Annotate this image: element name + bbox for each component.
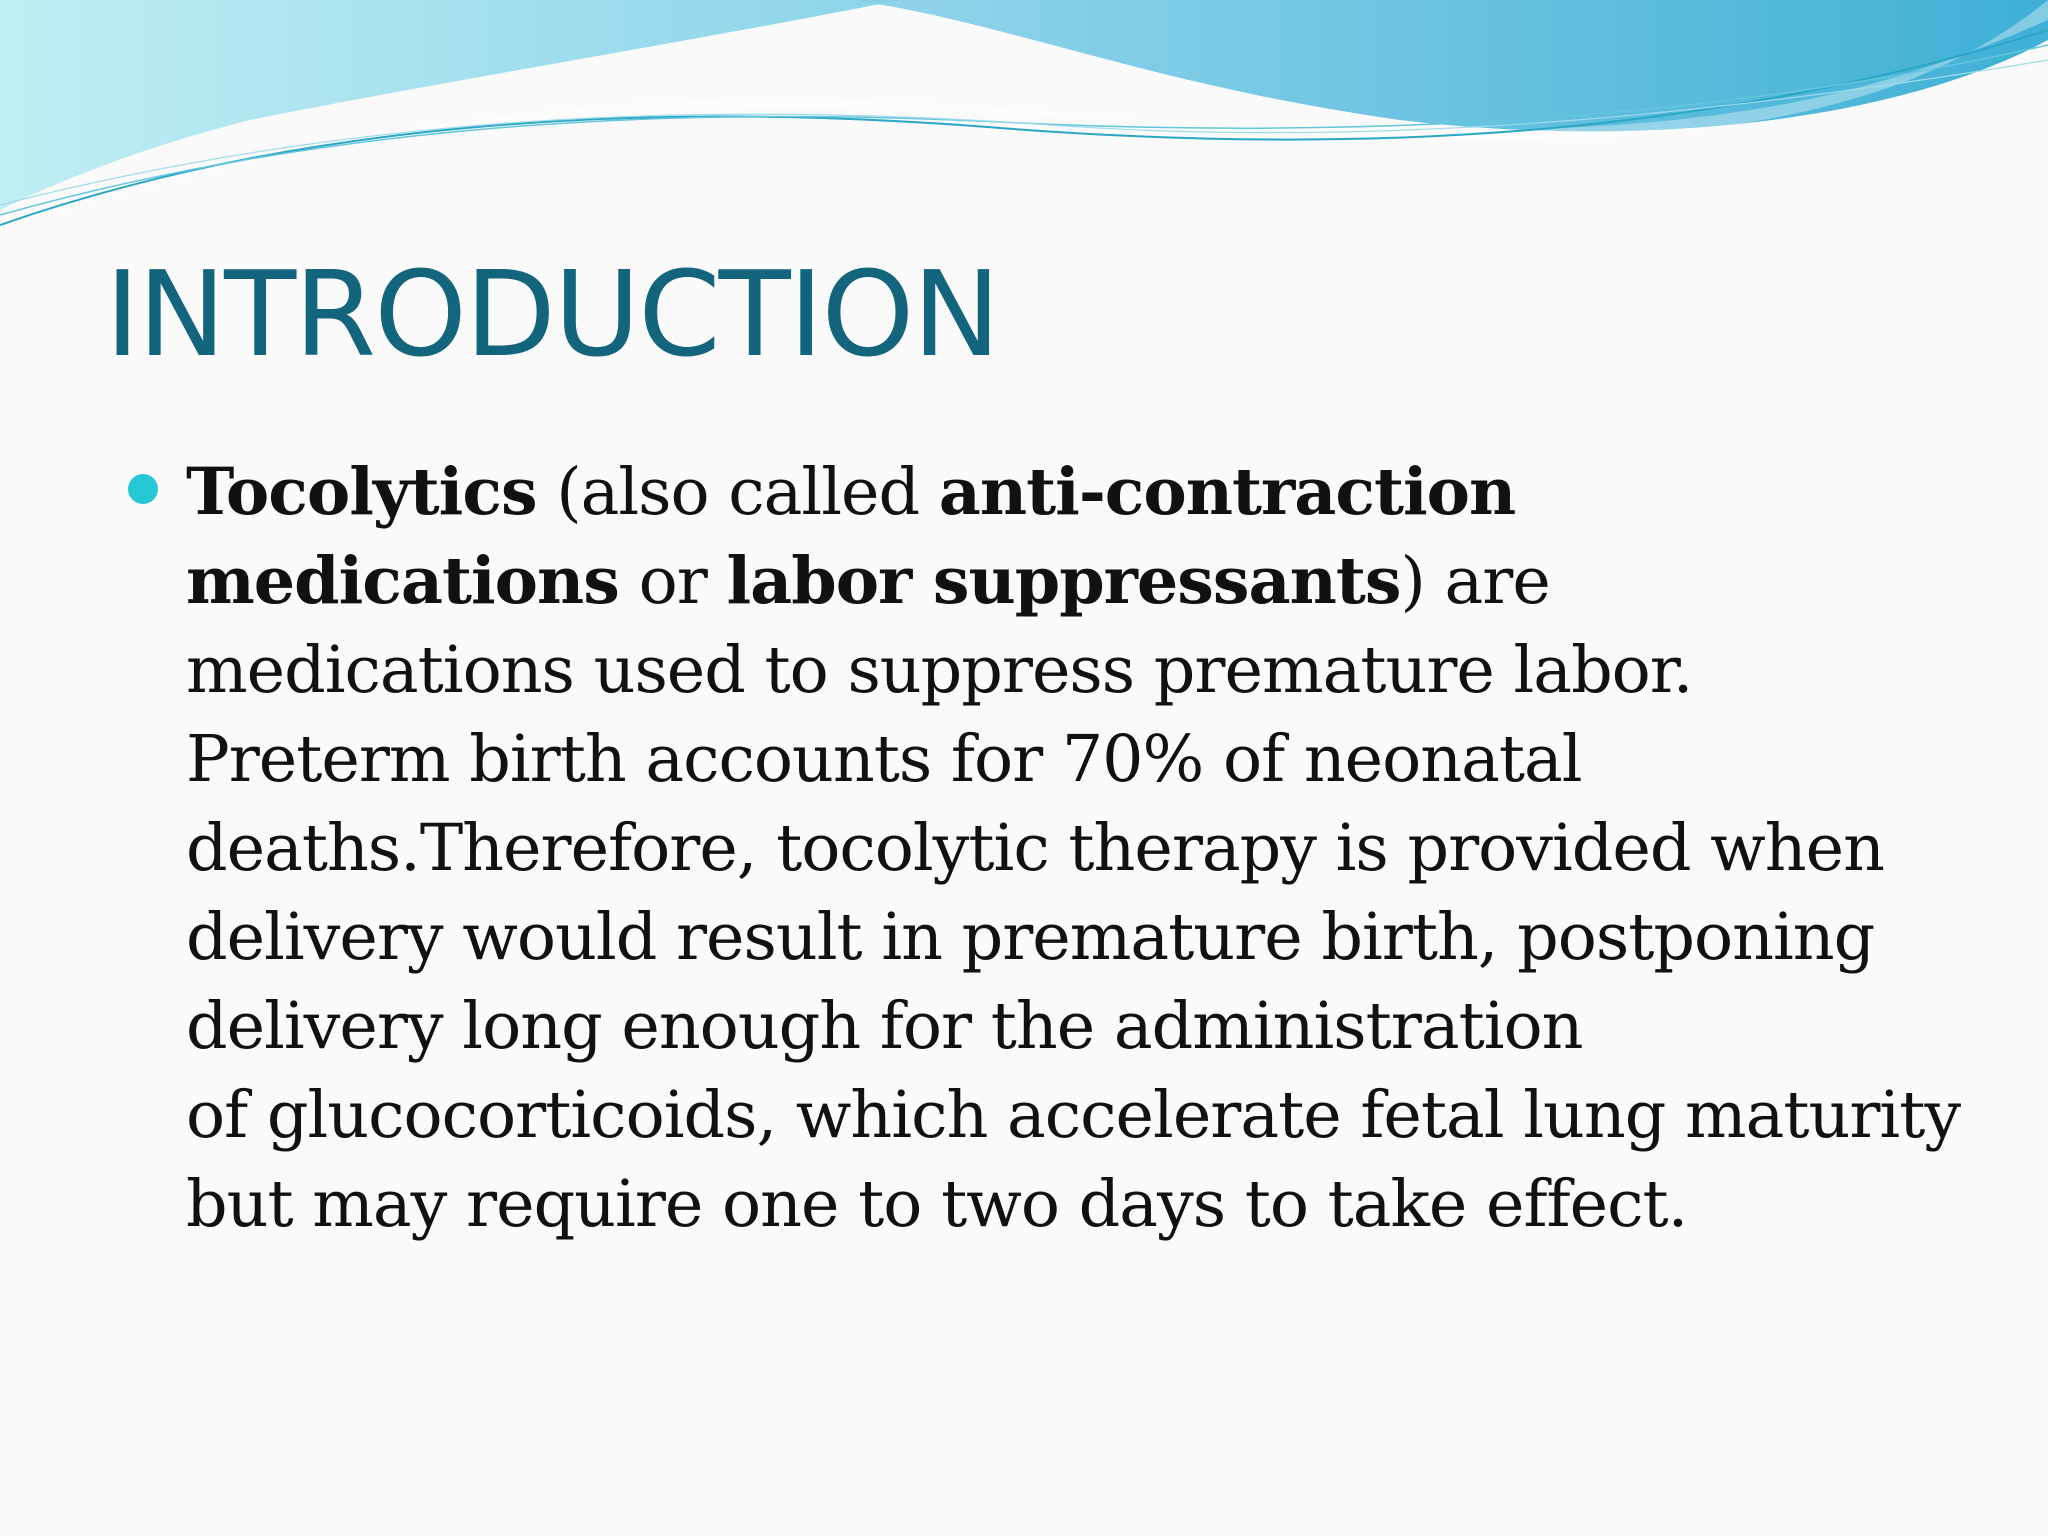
body-line-3: medications used to suppress premature labor. bbox=[186, 633, 1693, 708]
bullet-body-text bbox=[186, 448, 2016, 1249]
term-anti-contraction: anti-contraction bbox=[938, 454, 1516, 530]
body-line-9: but may require one to two days to take effect. bbox=[186, 1167, 1688, 1242]
decorative-wave-header bbox=[0, 0, 2048, 260]
term-medications: medications bbox=[186, 543, 619, 619]
term-tocolytics: Tocolytics bbox=[186, 454, 537, 530]
slide-title: INTRODUCTION bbox=[105, 245, 999, 383]
body-line-6: delivery would result in premature birth, postponing bbox=[186, 900, 1875, 975]
body-line-8: of glucocorticoids, which accelerate fetal lung maturity bbox=[186, 1078, 1961, 1153]
body-line-1: Tocolytics (also called anti-contraction bbox=[186, 454, 1516, 530]
bullet-dot-icon bbox=[128, 474, 158, 504]
body-line-5: deaths.Therefore, tocolytic therapy is provided when bbox=[186, 811, 1884, 886]
term-labor-suppressants: labor suppressants bbox=[726, 543, 1401, 619]
body-line-4: Preterm birth accounts for 70% of neonatal bbox=[186, 722, 1582, 797]
body-line-2: medications or labor suppressants) are bbox=[186, 543, 1550, 619]
body-line-7: delivery long enough for the administration bbox=[186, 989, 1583, 1064]
